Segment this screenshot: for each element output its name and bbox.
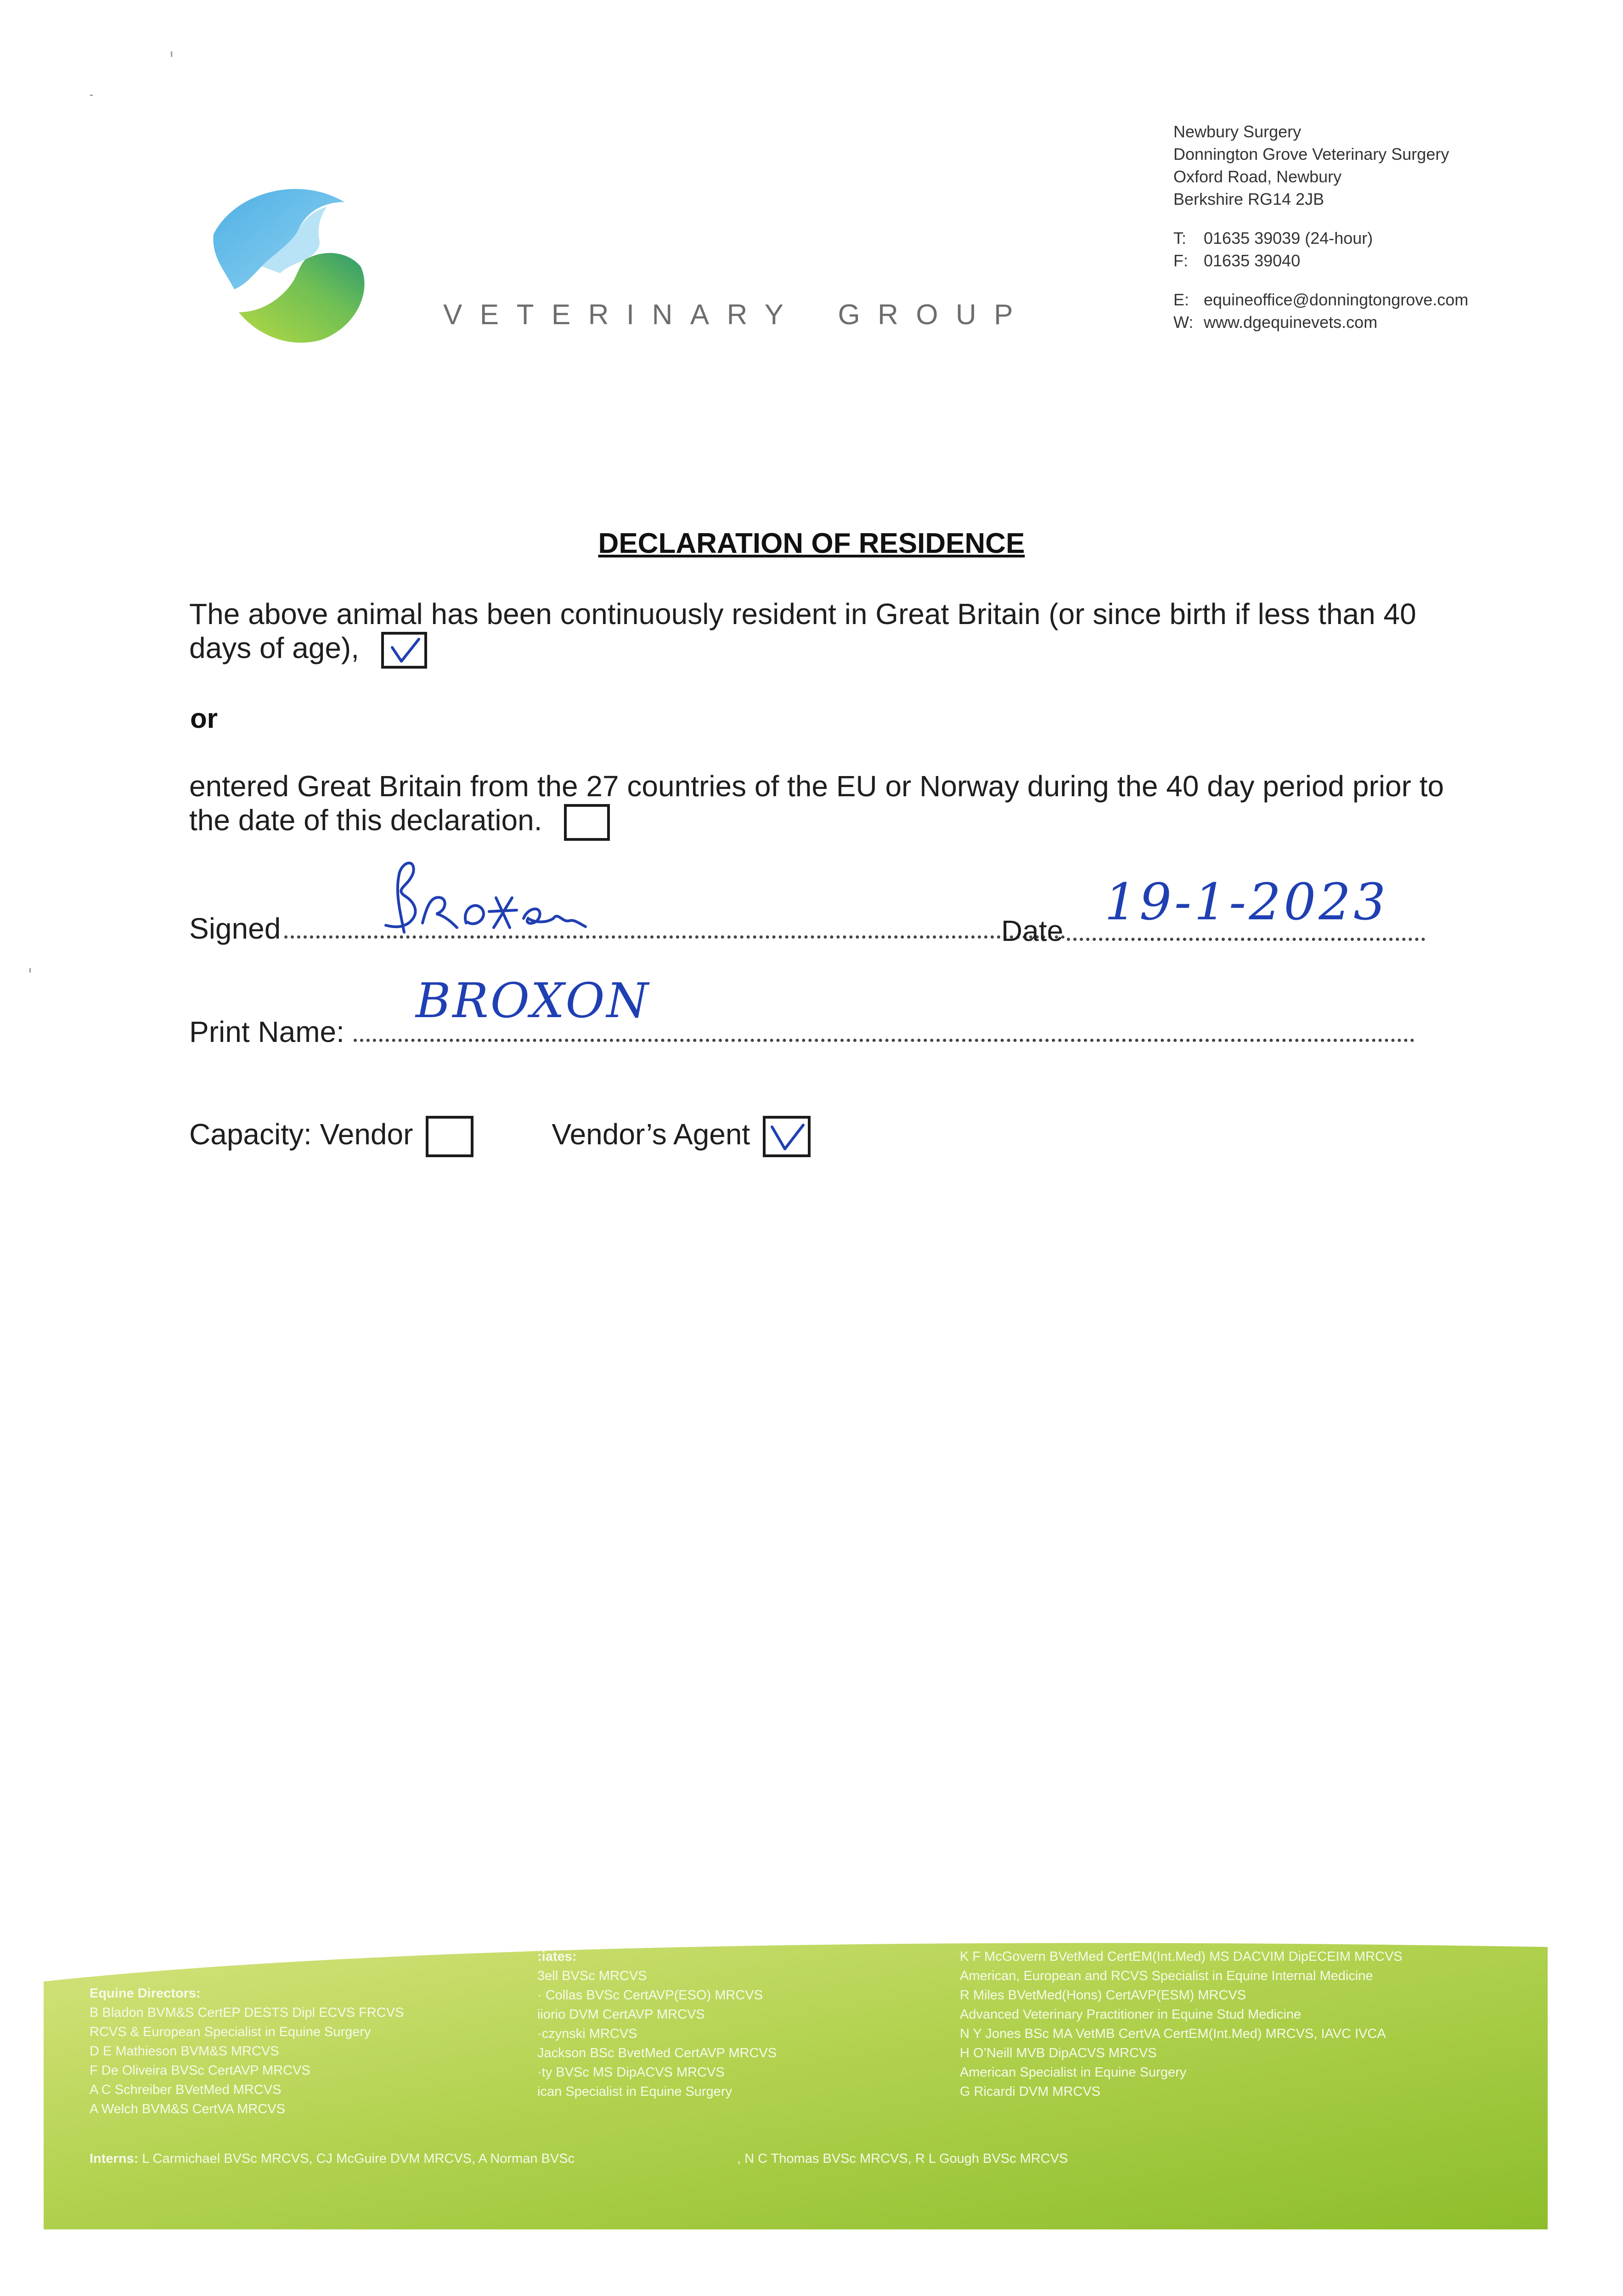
director-line: D E Mathieson BVM&S MRCVS — [90, 2044, 279, 2059]
veterinary-group-logo — [207, 174, 372, 349]
contact-spacer — [1173, 272, 1468, 288]
address-line-1: Donnington Grove Veterinary Surgery — [1173, 145, 1449, 163]
directors-title-text: Equine Directors: — [90, 1986, 201, 2001]
specialist-line: G Ricardi DVM MRCVS — [960, 2084, 1101, 2099]
associate-line: iiorio DVM CertAVP MRCVS — [537, 2007, 705, 2022]
website-link[interactable]: www.dgequinevets.com — [1204, 313, 1378, 332]
statement-entered — [189, 769, 1452, 841]
brand-wordmark — [443, 298, 1031, 331]
email-address[interactable]: equineoffice@donningtongrove.com — [1204, 290, 1469, 309]
contact-spacer — [1173, 210, 1468, 227]
specialist-line: R Miles BVetMed(Hons) CertAVP(ESM) MRCVS — [960, 1988, 1246, 2003]
contact-block — [1173, 120, 1468, 333]
brand-word-group: GROUP — [838, 299, 1031, 331]
telephone-number: 01635 39039 (24-hour) — [1204, 229, 1373, 248]
date-line[interactable] — [1067, 938, 1425, 941]
specialist-line: Advanced Veterinary Practitioner in Equine Stud Medicine — [960, 2007, 1302, 2022]
scan-speck — [29, 968, 31, 973]
associate-line: ican Specialist in Equine Surgery — [537, 2084, 732, 2099]
director-line: A C Schreiber BVetMed MRCVS — [90, 2082, 282, 2097]
director-line: A Welch BVM&S CertVA MRCVS — [90, 2102, 285, 2116]
date-label: Date — [1001, 914, 1064, 947]
specialist-line: American Specialist in Equine Surgery — [960, 2065, 1187, 2080]
specialist-line: H O’Neill MVB DipACVS MRCVS — [960, 2046, 1157, 2060]
print-name-line[interactable] — [354, 1039, 1414, 1042]
address-line-3: Berkshire RG14 2JB — [1173, 190, 1324, 208]
associate-line: ·czynski MRCVS — [537, 2026, 637, 2041]
interns-title: Interns: — [90, 2151, 139, 2166]
fax-number: 01635 39040 — [1204, 251, 1301, 270]
footer-interns-continued — [737, 2149, 1068, 2168]
specialist-line: American, European and RCVS Specialist in Equine Internal Medicine — [960, 1969, 1373, 1983]
associates-title-text: :iates: — [537, 1949, 577, 1964]
entered-checkbox[interactable] — [564, 804, 610, 841]
capacity-field — [189, 1116, 811, 1157]
statement-resident — [189, 597, 1452, 669]
director-line: RCVS & European Specialist in Equine Surgery — [90, 2025, 371, 2039]
vendor-agent-checkbox[interactable] — [763, 1116, 811, 1157]
statement-resident-text: The above animal has been continuously resident in Great Britain (or since birth if less than 40 days of age), — [189, 597, 1416, 664]
associates-title — [537, 1947, 777, 1966]
print-name-label: Print Name: — [189, 1015, 344, 1048]
email-label: E: — [1173, 290, 1189, 309]
specialist-line: N Y Jones BSc MA VetMB CertVA CertEM(Int.Med) MRCVS, IAVC IVCA — [960, 2026, 1386, 2041]
practice-name: Newbury Surgery — [1173, 122, 1302, 141]
telephone-label: T: — [1173, 229, 1187, 248]
telephone-line — [1173, 227, 1468, 249]
print-name-value: BROXON — [416, 973, 650, 1029]
associate-line: 3ell BVSc MRCVS — [537, 1969, 647, 1983]
directors-title — [90, 1984, 404, 2003]
capacity-vendor-label: Capacity: Vendor — [189, 1117, 413, 1151]
signed-label: Signed — [189, 912, 281, 945]
print-name-field — [189, 1015, 1414, 1049]
address-line-2: Oxford Road, Newbury — [1173, 167, 1342, 186]
footer-directors — [90, 1984, 404, 2119]
scan-speck — [171, 51, 172, 57]
interns-list-2: , N C Thomas BVSc MRCVS, R L Gough BVSc MRCVS — [737, 2151, 1068, 2166]
brand-word-veterinary: VETERINARY — [443, 299, 801, 331]
email-line — [1173, 288, 1468, 311]
or-separator: or — [190, 703, 218, 734]
fax-line — [1173, 249, 1468, 272]
signed-field — [189, 912, 1065, 945]
footer-interns — [90, 2149, 575, 2168]
document-title: DECLARATION OF RESIDENCE — [598, 528, 1025, 559]
associate-line: · Collas BVSc CertAVP(ESO) MRCVS — [537, 1988, 763, 2003]
specialist-line: K F McGovern BVetMed CertEM(Int.Med) MS DACVIM DipECEIM MRCVS — [960, 1949, 1403, 1964]
date-value: 19-1-2023 — [1105, 872, 1389, 931]
director-line: B Bladon BVM&S CertEP DESTS Dipl ECVS FRCVS — [90, 2005, 404, 2020]
footer-specialists — [960, 1947, 1403, 2101]
vendor-agent-label: Vendor’s Agent — [552, 1117, 750, 1151]
associate-line: ·ty BVSc MS DipACVS MRCVS — [537, 2065, 725, 2080]
footer-associates — [537, 1947, 777, 2101]
resident-checkbox[interactable] — [381, 632, 427, 669]
scan-speck — [90, 95, 93, 96]
website-line — [1173, 311, 1468, 333]
checkmark-icon — [769, 1123, 805, 1153]
associate-line: Jackson BSc BvetMed CertAVP MRCVS — [537, 2046, 777, 2060]
signature — [377, 854, 592, 941]
statement-entered-text: entered Great Britain from the 27 countries of the EU or Norway during the 40 day period prior to the date of this declaration. — [189, 770, 1444, 837]
director-line: F De Oliveira BVSc CertAVP MRCVS — [90, 2063, 310, 2078]
fax-label: F: — [1173, 251, 1188, 270]
interns-list-1: L Carmichael BVSc MRCVS, CJ McGuire DVM MRCVS, A Norman BVSc — [142, 2151, 575, 2166]
vendor-checkbox[interactable] — [426, 1116, 473, 1157]
website-label: W: — [1173, 313, 1194, 332]
checkmark-icon — [388, 636, 423, 666]
